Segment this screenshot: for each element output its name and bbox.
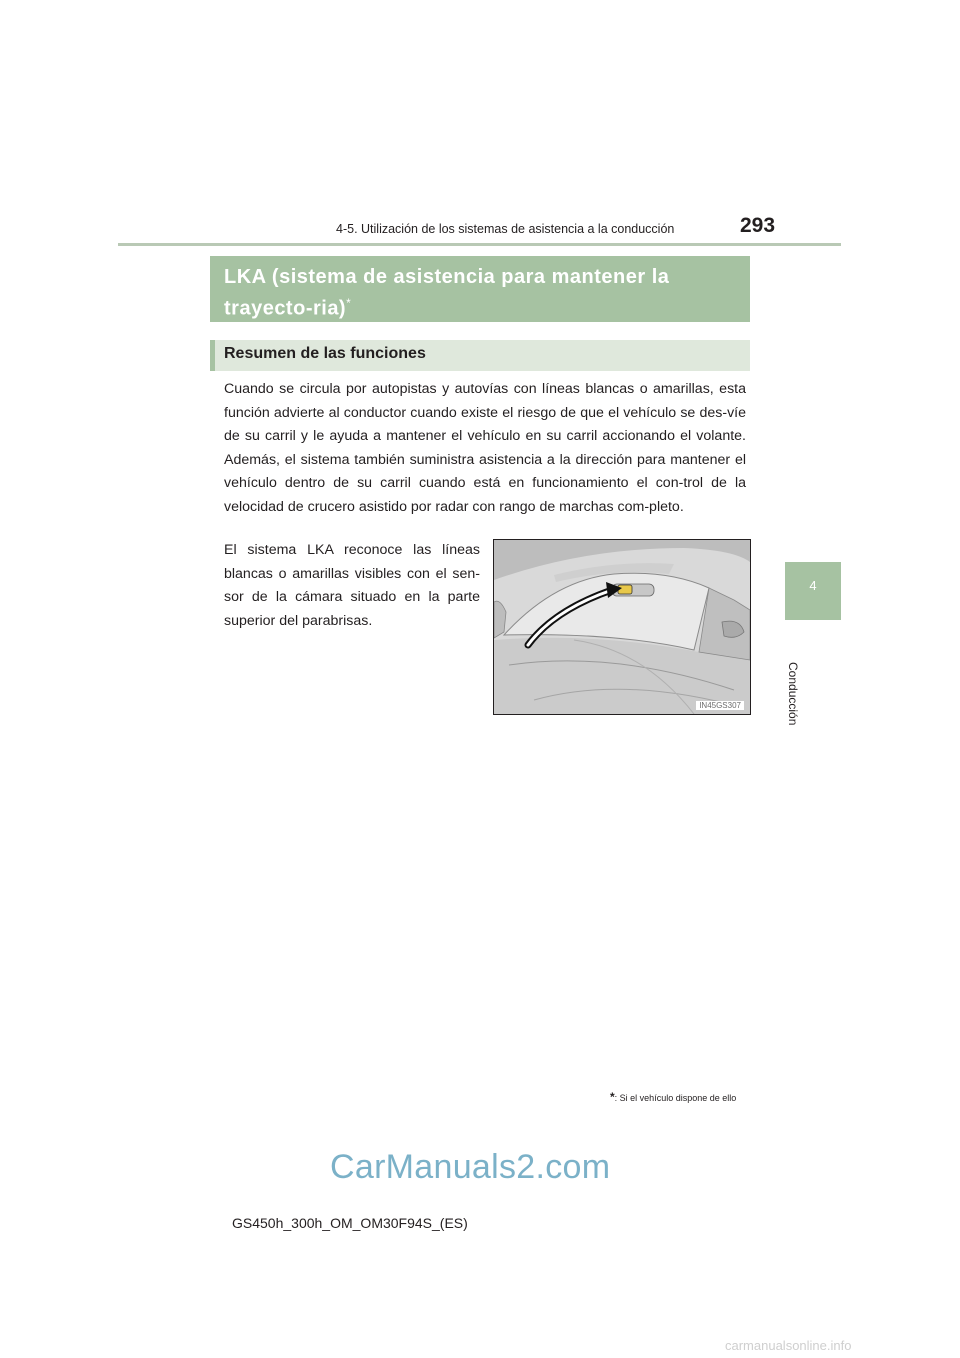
section-title [224,264,744,322]
site-watermark: carmanualsonline.info [725,1338,852,1353]
section-title-box [210,256,750,322]
subheading: Resumen de las funciones [224,345,426,362]
footnote [610,1090,736,1104]
chapter-label: Conducción [786,662,800,726]
windshield-camera-figure [493,539,751,715]
paragraph-overview: Cuando se circula por autopistas y autovías con líneas blancas o amarillas, esta función advierte al conductor cuando existe el riesgo de que el vehículo se des-víe de su carril y le ayuda a mantener el vehículo en su carril accionando el volante. Además, el sistema también suministra asistencia a la dirección para mantener el vehículo dentro de su carril cuando está en funcionamiento el con-trol de la velocidad de crucero asistido por radar con rango de marchas com-pleto. [224,381,746,515]
figure-code: IN45GS307 [696,701,744,710]
header-divider [118,243,841,246]
subheading-box [210,340,750,371]
footnote-marker: * [610,1090,615,1104]
subheading-accent-bar [210,340,215,371]
header-section-title: 4-5. Utilización de los sistemas de asistencia a la conducción [336,222,675,236]
chapter-number: 4 [809,578,817,593]
watermark: CarManuals2.com [330,1148,611,1186]
title-footnote-marker: * [346,296,352,310]
document-code: GS450h_300h_OM_OM30F94S_(ES) [232,1215,468,1231]
page-number: 293 [740,214,776,237]
section-title-text: LKA (sistema de asistencia para mantener la trayecto-ria) [224,266,670,320]
paragraph-sensor: El sistema LKA reconoce las líneas blancas o amarillas visibles con el sen-sor de la cámara situado en la parte superior del parabrisas. [224,542,480,629]
car-windshield-illustration [494,540,750,714]
footnote-text: : Si el vehículo dispone de ello [614,1093,737,1103]
